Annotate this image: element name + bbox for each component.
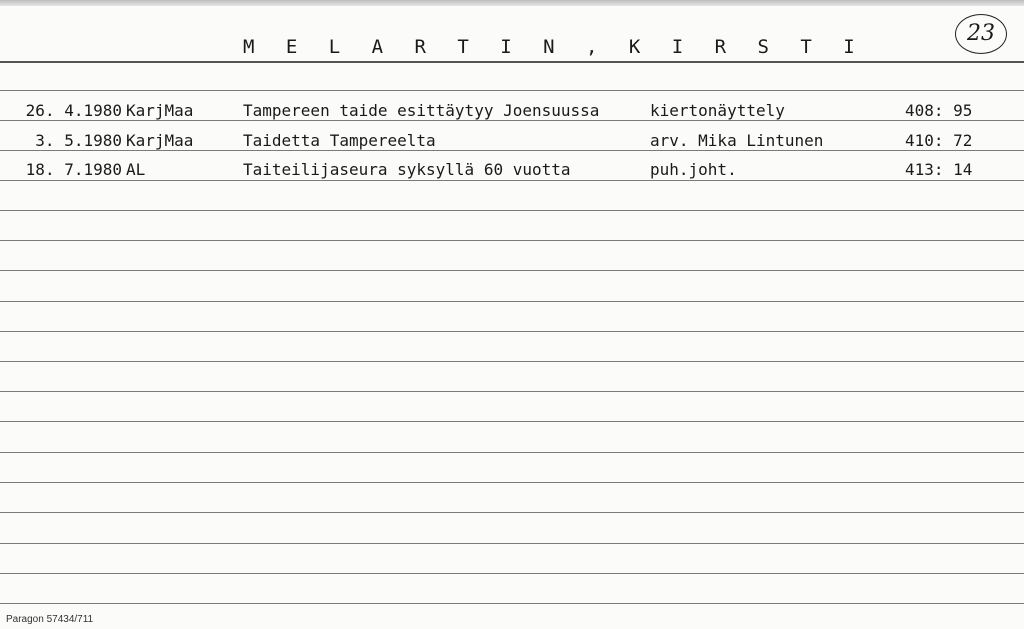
card-top-edge bbox=[0, 0, 1024, 6]
card-heading: M E L A R T I N , K I R S T I bbox=[243, 36, 865, 58]
ruled-line bbox=[0, 573, 1024, 574]
ruled-line bbox=[0, 512, 1024, 513]
ruled-line bbox=[0, 421, 1024, 422]
entry-source: AL bbox=[126, 160, 146, 179]
ruled-line bbox=[0, 361, 1024, 362]
ruled-line bbox=[0, 331, 1024, 332]
ruled-line bbox=[0, 603, 1024, 604]
entry-title: Tampereen taide esittäytyy Joensuussa bbox=[243, 101, 600, 120]
ruled-line bbox=[0, 391, 1024, 392]
entry-date: 26. 4.1980 bbox=[25, 101, 122, 120]
entry-note: puh.joht. bbox=[650, 160, 737, 179]
ruled-line bbox=[0, 452, 1024, 453]
entry-reference: 408: 95 bbox=[905, 101, 973, 120]
entry-note: arv. Mika Lintunen bbox=[650, 131, 824, 150]
entry-date: 3. 5.1980 bbox=[35, 131, 122, 150]
entry-date: 18. 7.1980 bbox=[25, 160, 122, 179]
ruled-line bbox=[0, 90, 1024, 91]
print-code: Paragon 57434/711 bbox=[6, 614, 94, 625]
ruled-line bbox=[0, 482, 1024, 483]
entry-note: kiertonäyttely bbox=[650, 101, 785, 120]
entry-row bbox=[0, 160, 1024, 184]
ruled-line bbox=[0, 301, 1024, 302]
ruled-line bbox=[0, 240, 1024, 241]
entry-row bbox=[0, 101, 1024, 125]
entry-title: Taidetta Tampereelta bbox=[243, 131, 436, 150]
ruled-line bbox=[0, 270, 1024, 271]
entry-source: KarjMaa bbox=[126, 131, 194, 150]
entry-title: Taiteilijaseura syksyllä 60 vuotta bbox=[243, 160, 571, 179]
header-rule bbox=[0, 61, 1024, 63]
ruled-line bbox=[0, 543, 1024, 544]
entry-reference: 413: 14 bbox=[905, 160, 973, 179]
ruled-line bbox=[0, 210, 1024, 211]
card-number-circle: 23 bbox=[955, 14, 1007, 54]
entry-source: KarjMaa bbox=[126, 101, 194, 120]
entry-row bbox=[0, 131, 1024, 155]
entry-reference: 410: 72 bbox=[905, 131, 973, 150]
